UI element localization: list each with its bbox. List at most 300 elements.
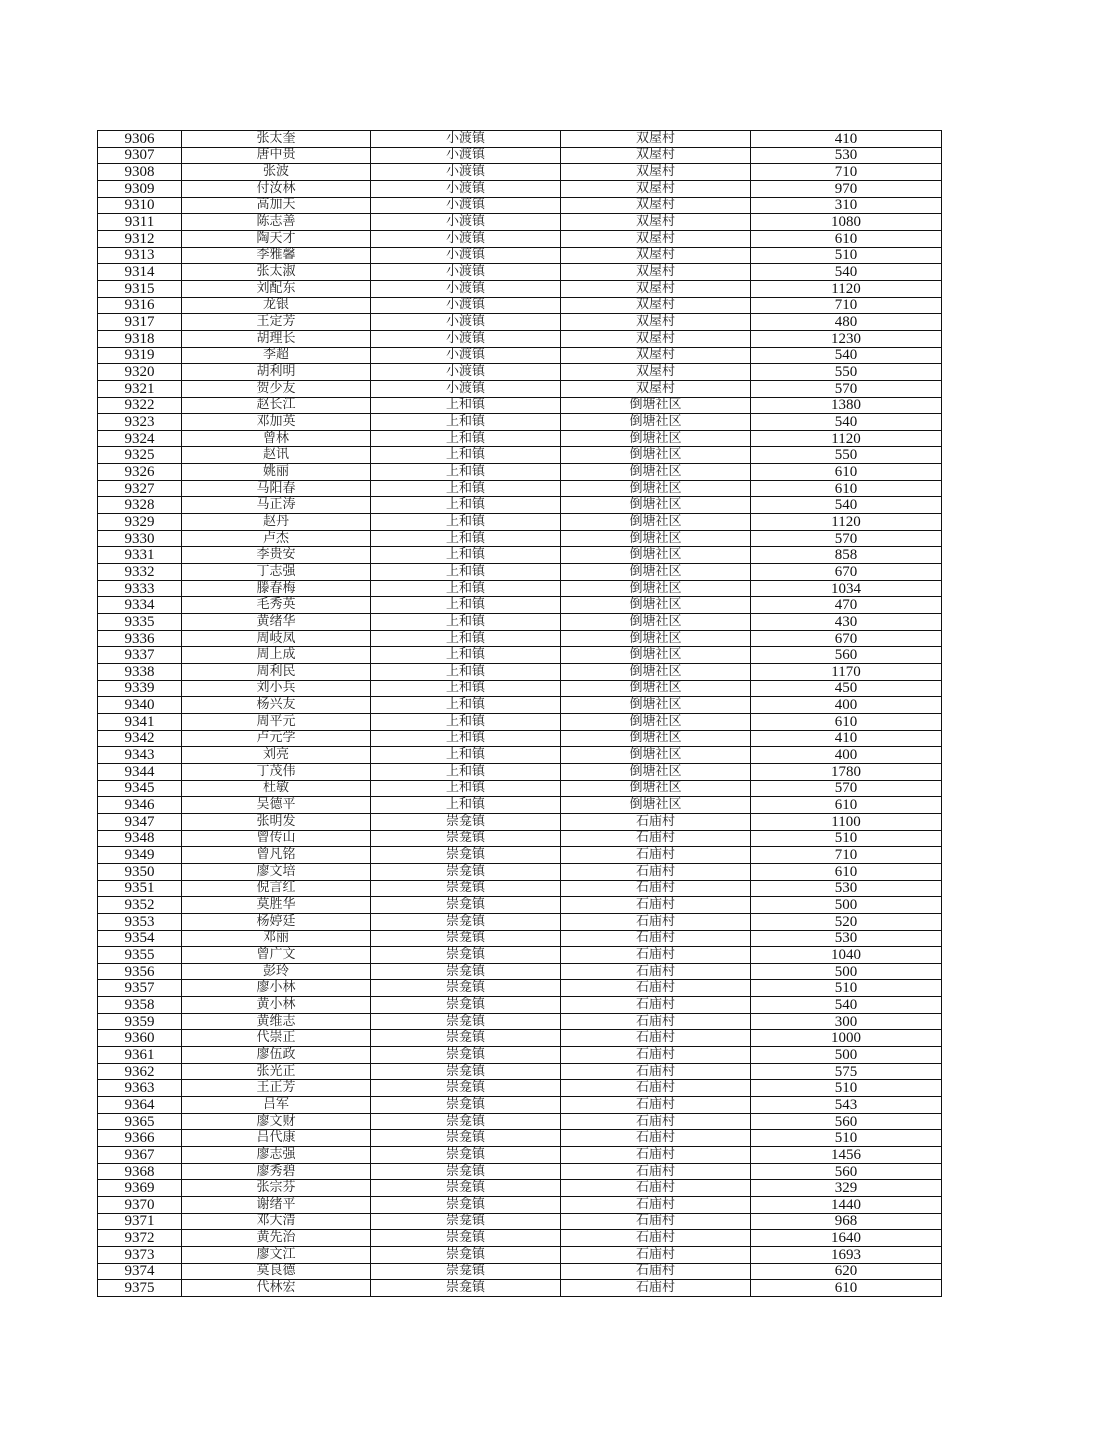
row-number-cell: 9365: [98, 1113, 182, 1130]
name-cell: 邓加英: [182, 414, 371, 431]
village-cell: 石庙村: [561, 947, 751, 964]
table-row: [98, 230, 942, 247]
table-row: [98, 1280, 942, 1297]
village-cell: 倒塘社区: [561, 730, 751, 747]
town-cell: 崇龛镇: [371, 1147, 561, 1164]
town-cell: 上和镇: [371, 564, 561, 581]
town-cell: 上和镇: [371, 713, 561, 730]
village-cell: 倒塘社区: [561, 414, 751, 431]
row-number-cell: 9336: [98, 630, 182, 647]
row-number-cell: 9357: [98, 980, 182, 997]
roster-sheet: [97, 130, 941, 1297]
amount-cell: 410: [751, 131, 942, 148]
name-cell: 黄小林: [182, 997, 371, 1014]
amount-cell: 530: [751, 930, 942, 947]
table-row: [98, 314, 942, 331]
village-cell: 倒塘社区: [561, 447, 751, 464]
row-number-cell: 9315: [98, 280, 182, 297]
amount-cell: 560: [751, 1163, 942, 1180]
row-number-cell: 9361: [98, 1047, 182, 1064]
village-cell: 石庙村: [561, 1246, 751, 1263]
amount-cell: 1440: [751, 1197, 942, 1214]
amount-cell: 510: [751, 980, 942, 997]
name-cell: 赵长江: [182, 397, 371, 414]
village-cell: 石庙村: [561, 1197, 751, 1214]
town-cell: 小渡镇: [371, 147, 561, 164]
amount-cell: 470: [751, 597, 942, 614]
amount-cell: 300: [751, 1013, 942, 1030]
town-cell: 小渡镇: [371, 314, 561, 331]
table-row: [98, 1080, 942, 1097]
amount-cell: 500: [751, 963, 942, 980]
amount-cell: 1380: [751, 397, 942, 414]
row-number-cell: 9366: [98, 1130, 182, 1147]
amount-cell: 670: [751, 630, 942, 647]
village-cell: 石庙村: [561, 830, 751, 847]
table-row: [98, 1230, 942, 1247]
village-cell: 石庙村: [561, 1230, 751, 1247]
table-row: [98, 1197, 942, 1214]
amount-cell: 1120: [751, 280, 942, 297]
town-cell: 小渡镇: [371, 347, 561, 364]
village-cell: 石庙村: [561, 1113, 751, 1130]
table-row: [98, 414, 942, 431]
name-cell: 曾广文: [182, 947, 371, 964]
name-cell: 廖志强: [182, 1147, 371, 1164]
name-cell: 王定芳: [182, 314, 371, 331]
village-cell: 倒塘社区: [561, 797, 751, 814]
name-cell: 杨兴友: [182, 697, 371, 714]
table-row: [98, 1213, 942, 1230]
table-row: [98, 797, 942, 814]
name-cell: 王正芳: [182, 1080, 371, 1097]
table-row: [98, 713, 942, 730]
name-cell: 代崇正: [182, 1030, 371, 1047]
amount-cell: 410: [751, 730, 942, 747]
town-cell: 崇龛镇: [371, 1047, 561, 1064]
name-cell: 陈志善: [182, 214, 371, 231]
name-cell: 谢绪平: [182, 1197, 371, 1214]
table-row: [98, 264, 942, 281]
name-cell: 赵丹: [182, 514, 371, 531]
table-row: [98, 680, 942, 697]
table-row: [98, 697, 942, 714]
table-row: [98, 330, 942, 347]
town-cell: 小渡镇: [371, 164, 561, 181]
town-cell: 上和镇: [371, 530, 561, 547]
amount-cell: 670: [751, 564, 942, 581]
town-cell: 小渡镇: [371, 330, 561, 347]
table-row: [98, 630, 942, 647]
table-row: [98, 647, 942, 664]
village-cell: 倒塘社区: [561, 480, 751, 497]
village-cell: 双屋村: [561, 214, 751, 231]
amount-cell: 430: [751, 614, 942, 631]
table-row: [98, 297, 942, 314]
table-row: [98, 997, 942, 1014]
village-cell: 倒塘社区: [561, 664, 751, 681]
town-cell: 崇龛镇: [371, 930, 561, 947]
amount-cell: 1100: [751, 813, 942, 830]
town-cell: 崇龛镇: [371, 980, 561, 997]
village-cell: 石庙村: [561, 997, 751, 1014]
amount-cell: 500: [751, 1047, 942, 1064]
name-cell: 李贵安: [182, 547, 371, 564]
table-row: [98, 913, 942, 930]
name-cell: 付汝林: [182, 180, 371, 197]
row-number-cell: 9308: [98, 164, 182, 181]
amount-cell: 480: [751, 314, 942, 331]
table-row: [98, 1147, 942, 1164]
village-cell: 倒塘社区: [561, 647, 751, 664]
name-cell: 吴德平: [182, 797, 371, 814]
row-number-cell: 9333: [98, 580, 182, 597]
row-number-cell: 9370: [98, 1197, 182, 1214]
name-cell: 倪言红: [182, 880, 371, 897]
row-number-cell: 9322: [98, 397, 182, 414]
table-row: [98, 880, 942, 897]
town-cell: 崇龛镇: [371, 913, 561, 930]
village-cell: 倒塘社区: [561, 614, 751, 631]
town-cell: 崇龛镇: [371, 1180, 561, 1197]
table-row: [98, 747, 942, 764]
name-cell: 张太奎: [182, 131, 371, 148]
row-number-cell: 9345: [98, 780, 182, 797]
amount-cell: 1456: [751, 1147, 942, 1164]
town-cell: 崇龛镇: [371, 1213, 561, 1230]
row-number-cell: 9371: [98, 1213, 182, 1230]
name-cell: 杨婷廷: [182, 913, 371, 930]
town-cell: 上和镇: [371, 664, 561, 681]
row-number-cell: 9356: [98, 963, 182, 980]
amount-cell: 450: [751, 680, 942, 697]
town-cell: 上和镇: [371, 697, 561, 714]
table-row: [98, 813, 942, 830]
row-number-cell: 9338: [98, 664, 182, 681]
row-number-cell: 9318: [98, 330, 182, 347]
row-number-cell: 9346: [98, 797, 182, 814]
town-cell: 崇龛镇: [371, 947, 561, 964]
village-cell: 石庙村: [561, 813, 751, 830]
village-cell: 倒塘社区: [561, 630, 751, 647]
name-cell: 曾传山: [182, 830, 371, 847]
row-number-cell: 9352: [98, 897, 182, 914]
amount-cell: 540: [751, 414, 942, 431]
town-cell: 上和镇: [371, 780, 561, 797]
amount-cell: 570: [751, 530, 942, 547]
town-cell: 上和镇: [371, 397, 561, 414]
village-cell: 双屋村: [561, 230, 751, 247]
village-cell: 倒塘社区: [561, 697, 751, 714]
village-cell: 石庙村: [561, 1063, 751, 1080]
row-number-cell: 9321: [98, 380, 182, 397]
name-cell: 赵讯: [182, 447, 371, 464]
row-number-cell: 9324: [98, 430, 182, 447]
row-number-cell: 9343: [98, 747, 182, 764]
row-number-cell: 9320: [98, 364, 182, 381]
row-number-cell: 9327: [98, 480, 182, 497]
name-cell: 刘亮: [182, 747, 371, 764]
table-row: [98, 564, 942, 581]
name-cell: 周平元: [182, 713, 371, 730]
village-cell: 倒塘社区: [561, 713, 751, 730]
row-number-cell: 9319: [98, 347, 182, 364]
town-cell: 上和镇: [371, 597, 561, 614]
row-number-cell: 9310: [98, 197, 182, 214]
table-row: [98, 830, 942, 847]
row-number-cell: 9364: [98, 1097, 182, 1114]
name-cell: 曾凡铭: [182, 847, 371, 864]
row-number-cell: 9372: [98, 1230, 182, 1247]
name-cell: 杜敏: [182, 780, 371, 797]
village-cell: 石庙村: [561, 1213, 751, 1230]
amount-cell: 1780: [751, 763, 942, 780]
name-cell: 卢杰: [182, 530, 371, 547]
town-cell: 小渡镇: [371, 264, 561, 281]
name-cell: 黄维志: [182, 1013, 371, 1030]
village-cell: 石庙村: [561, 863, 751, 880]
amount-cell: 710: [751, 847, 942, 864]
row-number-cell: 9373: [98, 1246, 182, 1263]
village-cell: 倒塘社区: [561, 547, 751, 564]
amount-cell: 1040: [751, 947, 942, 964]
name-cell: 廖文财: [182, 1113, 371, 1130]
amount-cell: 310: [751, 197, 942, 214]
name-cell: 廖秀碧: [182, 1163, 371, 1180]
row-number-cell: 9342: [98, 730, 182, 747]
table-row: [98, 131, 942, 148]
name-cell: 丁茂伟: [182, 763, 371, 780]
row-number-cell: 9363: [98, 1080, 182, 1097]
name-cell: 丁志强: [182, 564, 371, 581]
table-row: [98, 1180, 942, 1197]
name-cell: 周利民: [182, 664, 371, 681]
amount-cell: 329: [751, 1180, 942, 1197]
town-cell: 上和镇: [371, 580, 561, 597]
table-row: [98, 1047, 942, 1064]
village-cell: 倒塘社区: [561, 497, 751, 514]
amount-cell: 500: [751, 897, 942, 914]
amount-cell: 610: [751, 1280, 942, 1297]
town-cell: 崇龛镇: [371, 1080, 561, 1097]
village-cell: 石庙村: [561, 930, 751, 947]
amount-cell: 540: [751, 497, 942, 514]
table-row: [98, 780, 942, 797]
row-number-cell: 9349: [98, 847, 182, 864]
amount-cell: 510: [751, 247, 942, 264]
town-cell: 上和镇: [371, 730, 561, 747]
town-cell: 上和镇: [371, 514, 561, 531]
table-row: [98, 597, 942, 614]
amount-cell: 1080: [751, 214, 942, 231]
amount-cell: 610: [751, 480, 942, 497]
name-cell: 黄绪华: [182, 614, 371, 631]
amount-cell: 570: [751, 780, 942, 797]
name-cell: 张宗芬: [182, 1180, 371, 1197]
table-row: [98, 863, 942, 880]
row-number-cell: 9348: [98, 830, 182, 847]
table-row: [98, 963, 942, 980]
name-cell: 姚丽: [182, 464, 371, 481]
row-number-cell: 9351: [98, 880, 182, 897]
amount-cell: 530: [751, 147, 942, 164]
name-cell: 马正涛: [182, 497, 371, 514]
roster-table: [97, 130, 942, 1297]
table-row: [98, 347, 942, 364]
table-row: [98, 397, 942, 414]
table-row: [98, 980, 942, 997]
amount-cell: 610: [751, 464, 942, 481]
village-cell: 倒塘社区: [561, 464, 751, 481]
town-cell: 上和镇: [371, 497, 561, 514]
table-row: [98, 464, 942, 481]
row-number-cell: 9325: [98, 447, 182, 464]
table-row: [98, 1013, 942, 1030]
town-cell: 小渡镇: [371, 214, 561, 231]
amount-cell: 510: [751, 1080, 942, 1097]
row-number-cell: 9344: [98, 763, 182, 780]
village-cell: 双屋村: [561, 347, 751, 364]
name-cell: 马阳春: [182, 480, 371, 497]
name-cell: 唐中贵: [182, 147, 371, 164]
town-cell: 上和镇: [371, 680, 561, 697]
village-cell: 双屋村: [561, 131, 751, 148]
village-cell: 倒塘社区: [561, 514, 751, 531]
table-row: [98, 930, 942, 947]
table-row: [98, 430, 942, 447]
village-cell: 石庙村: [561, 1080, 751, 1097]
village-cell: 石庙村: [561, 1130, 751, 1147]
row-number-cell: 9360: [98, 1030, 182, 1047]
town-cell: 上和镇: [371, 414, 561, 431]
name-cell: 胡利明: [182, 364, 371, 381]
row-number-cell: 9309: [98, 180, 182, 197]
name-cell: 龙银: [182, 297, 371, 314]
town-cell: 崇龛镇: [371, 963, 561, 980]
row-number-cell: 9312: [98, 230, 182, 247]
name-cell: 周岐凤: [182, 630, 371, 647]
amount-cell: 510: [751, 1130, 942, 1147]
amount-cell: 575: [751, 1063, 942, 1080]
roster-table-body: [98, 131, 942, 1297]
village-cell: 石庙村: [561, 1030, 751, 1047]
town-cell: 小渡镇: [371, 180, 561, 197]
name-cell: 周上成: [182, 647, 371, 664]
town-cell: 上和镇: [371, 464, 561, 481]
town-cell: 崇龛镇: [371, 847, 561, 864]
village-cell: 石庙村: [561, 1180, 751, 1197]
row-number-cell: 9341: [98, 713, 182, 730]
row-number-cell: 9332: [98, 564, 182, 581]
table-row: [98, 280, 942, 297]
town-cell: 上和镇: [371, 447, 561, 464]
row-number-cell: 9314: [98, 264, 182, 281]
table-row: [98, 480, 942, 497]
village-cell: 双屋村: [561, 364, 751, 381]
town-cell: 上和镇: [371, 480, 561, 497]
name-cell: 代林宏: [182, 1280, 371, 1297]
table-row: [98, 1246, 942, 1263]
amount-cell: 968: [751, 1213, 942, 1230]
name-cell: 吕代康: [182, 1130, 371, 1147]
village-cell: 倒塘社区: [561, 680, 751, 697]
village-cell: 双屋村: [561, 380, 751, 397]
amount-cell: 620: [751, 1263, 942, 1280]
name-cell: 廖文培: [182, 863, 371, 880]
name-cell: 毛秀英: [182, 597, 371, 614]
amount-cell: 1170: [751, 664, 942, 681]
town-cell: 崇龛镇: [371, 1263, 561, 1280]
row-number-cell: 9334: [98, 597, 182, 614]
name-cell: 邓大清: [182, 1213, 371, 1230]
row-number-cell: 9369: [98, 1180, 182, 1197]
town-cell: 崇龛镇: [371, 1246, 561, 1263]
amount-cell: 560: [751, 647, 942, 664]
table-row: [98, 730, 942, 747]
name-cell: 贺少友: [182, 380, 371, 397]
amount-cell: 540: [751, 997, 942, 1014]
row-number-cell: 9340: [98, 697, 182, 714]
row-number-cell: 9339: [98, 680, 182, 697]
village-cell: 石庙村: [561, 963, 751, 980]
town-cell: 崇龛镇: [371, 1230, 561, 1247]
town-cell: 崇龛镇: [371, 1130, 561, 1147]
table-row: [98, 847, 942, 864]
village-cell: 倒塘社区: [561, 430, 751, 447]
name-cell: 彭玲: [182, 963, 371, 980]
table-row: [98, 614, 942, 631]
table-row: [98, 1063, 942, 1080]
amount-cell: 1120: [751, 514, 942, 531]
name-cell: 张光正: [182, 1063, 371, 1080]
town-cell: 小渡镇: [371, 280, 561, 297]
amount-cell: 858: [751, 547, 942, 564]
village-cell: 双屋村: [561, 280, 751, 297]
town-cell: 上和镇: [371, 763, 561, 780]
name-cell: 陶天才: [182, 230, 371, 247]
name-cell: 邓丽: [182, 930, 371, 947]
row-number-cell: 9353: [98, 913, 182, 930]
name-cell: 曾林: [182, 430, 371, 447]
village-cell: 双屋村: [561, 297, 751, 314]
village-cell: 石庙村: [561, 1013, 751, 1030]
amount-cell: 550: [751, 447, 942, 464]
town-cell: 上和镇: [371, 547, 561, 564]
table-row: [98, 1030, 942, 1047]
table-row: [98, 380, 942, 397]
village-cell: 石庙村: [561, 847, 751, 864]
amount-cell: 610: [751, 797, 942, 814]
row-number-cell: 9335: [98, 614, 182, 631]
town-cell: 崇龛镇: [371, 1030, 561, 1047]
table-row: [98, 497, 942, 514]
village-cell: 双屋村: [561, 180, 751, 197]
town-cell: 崇龛镇: [371, 897, 561, 914]
table-row: [98, 947, 942, 964]
town-cell: 上和镇: [371, 430, 561, 447]
name-cell: 胡理长: [182, 330, 371, 347]
town-cell: 崇龛镇: [371, 830, 561, 847]
row-number-cell: 9317: [98, 314, 182, 331]
town-cell: 小渡镇: [371, 197, 561, 214]
table-row: [98, 897, 942, 914]
village-cell: 倒塘社区: [561, 564, 751, 581]
name-cell: 张太淑: [182, 264, 371, 281]
table-row: [98, 664, 942, 681]
village-cell: 石庙村: [561, 1163, 751, 1180]
village-cell: 石庙村: [561, 1280, 751, 1297]
village-cell: 石庙村: [561, 1147, 751, 1164]
